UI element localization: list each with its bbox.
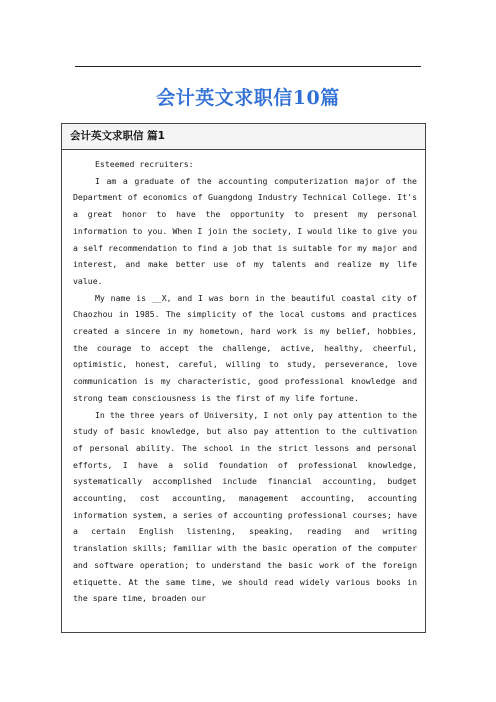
paragraph-university: In the three years of University, I not only pay attention to the study of basic knowledge, but also pay attention to the cultivation of personal ability. The school in the strict lessons and personal efforts, I have a solid foundation of professional knowledge, systematically accomplished include financial accounting, budget accounting, cost accounting, management accounting, accounting information system, a series of accounting professional courses; have a certain English listening, speaking, reading and writing translation skills; familiar with the basic operation of the computer and software operation; to understand the basic work of the foreign etiquette. At the same time, we should read widely various books in the spare time, broaden our xyxy=(73,409,417,604)
paragraph-personal: My name is __X, and I was born in the beautiful coastal city of Chaozhou in 1985. The simplicity of the local customs and practices created a sincere in my hometown, hard work is my belief, hobbies, the courage to accept the challenge, active, healthy, cheerful, optimistic, honest, careful, willing to study, perseverance, love communication is my characteristic, good professional knowledge and strong team consciousness is the first of my life fortune. xyxy=(73,292,417,403)
paragraph-introduction: I am a graduate of the accounting computerization major of the Department of economics of Guangdong Industry Technical College. It's a great honor to have the opportunity to present my personal information to you. When I join the society, I would like to give you a self recommendation to find a job that is suitable for my major and interest, and make better use of my talents and realize my life value. xyxy=(73,175,417,286)
header-rule xyxy=(75,66,421,67)
letter-body xyxy=(62,150,425,607)
document-title: 会计英文求职信10篇 xyxy=(156,87,340,109)
letter-table xyxy=(61,123,426,633)
salutation: Esteemed recruiters: xyxy=(95,159,194,169)
section-heading: 会计英文求职信 篇1 xyxy=(62,124,425,150)
